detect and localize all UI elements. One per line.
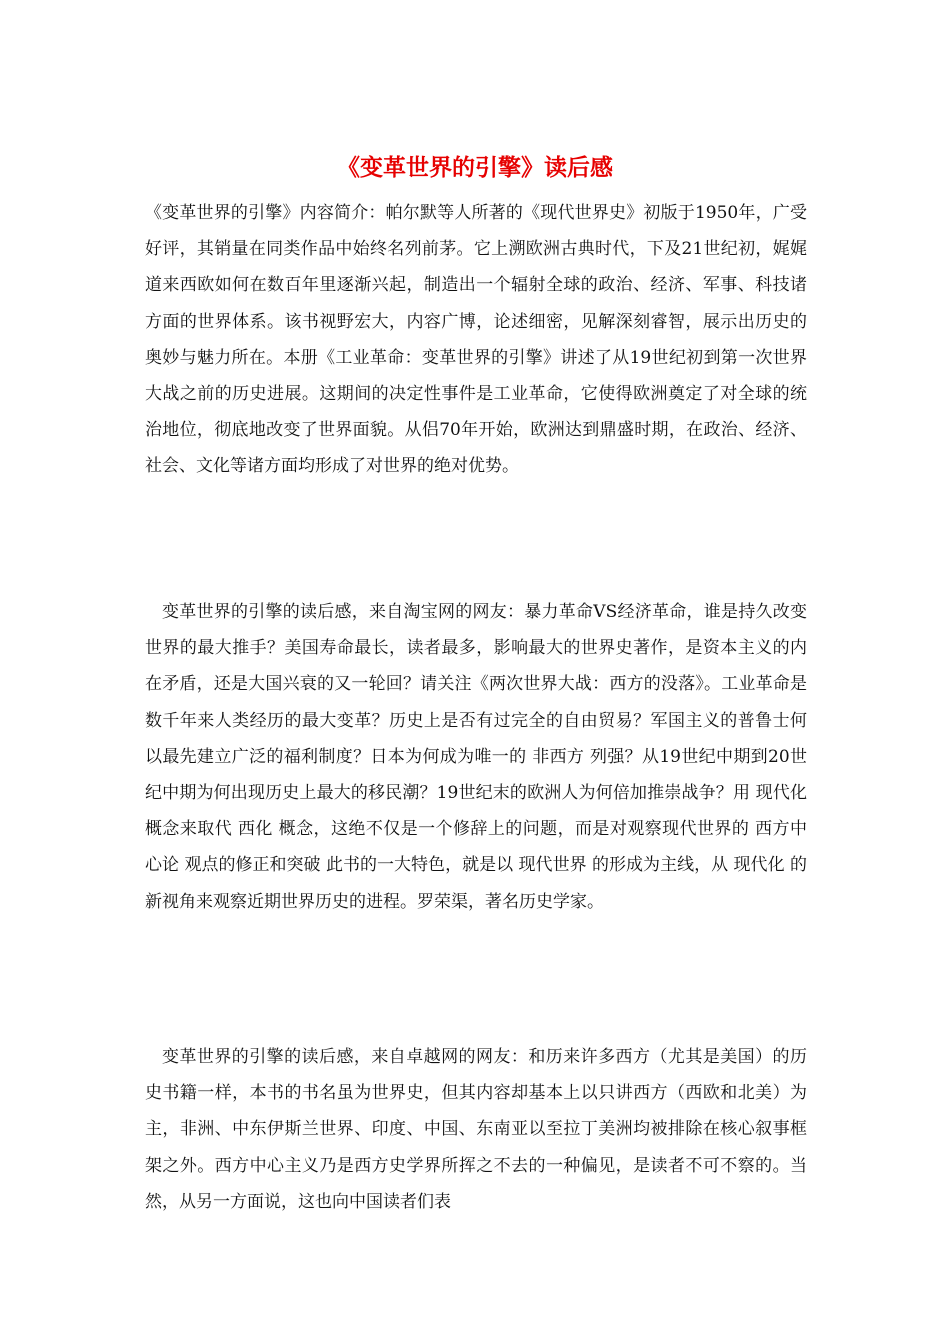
paragraph-book-summary: 《变革世界的引擎》内容简介：帕尔默等人所著的《现代世界史》初版于1950年，广受好评，其销量在同类作品中始终名列前茅。它上溯欧洲古典时代，下及21世纪初，娓娓道来西欧如何在数百年里逐渐兴起，制造出一个辐射全球的政治、经济、军事、科技诸方面的世界体系。该书视野宏大，内容广博，论述细密，见解深刻睿智，展示出历史的奥妙与魅力所在。本册《工业革命：变革世界的引擎》讲述了从19世纪初到第一次世界大战之前的历史进展。这期间的决定性事件是工业革命，它使得欧洲奠定了对全球的统治地位，彻底地改变了世界面貌。从侣70年开始，欧洲达到鼎盛时期，在政治、经济、社会、文化等诸方面均形成了对世界的绝对优势。 <box>145 203 807 477</box>
paragraph-joyo-review: 变革世界的引擎的读后感，来自卓越网的网友：和历来许多西方（尤其是美国）的历史书籍一样，本书的书名虽为世界史，但其内容却基本上以只讲西方（西欧和北美）为主，非洲、中东伊斯兰世界、印度、中国、东南亚以至拉丁美洲均被排除在核心叙事框架之外。西方中心主义乃是西方史学界所挥之不去的一种偏见，是读者不可不察的。当然，从另一方面说，这也向中国读者们表 <box>145 1047 807 1212</box>
document-title: 《变革世界的引擎》读后感 <box>337 155 613 181</box>
paragraph-taobao-review: 变革世界的引擎的读后感，来自淘宝网的网友：暴力革命VS经济革命，谁是持久改变世界的最大推手？美国寿命最长，读者最多，影响最大的世界史著作，是资本主义的内在矛盾，还是大国兴衰的又一轮回？请关注《两次世界大战：西方的没落》。工业革命是数千年来人类经历的最大变革？历史上是否有过完全的自由贸易？军国主义的普鲁士何以最先建立广泛的福利制度？日本为何成为唯一的 非西方 列强？从19世纪中期到20世纪中期为何出现历史上最大的移民潮？19世纪末的欧洲人为何倍加推崇战争？用 现代化 概念来取代 西化 概念，这绝不仅是一个修辞上的问题，而是对观察现代世界的 西方中心论 观点的修正和突破 此书的一大特色，就是以 现代世界 的形成为主线，从 现代化 的新视角来观察近期世界历史的进程。罗荣渠，著名历史学家。 <box>145 602 807 912</box>
